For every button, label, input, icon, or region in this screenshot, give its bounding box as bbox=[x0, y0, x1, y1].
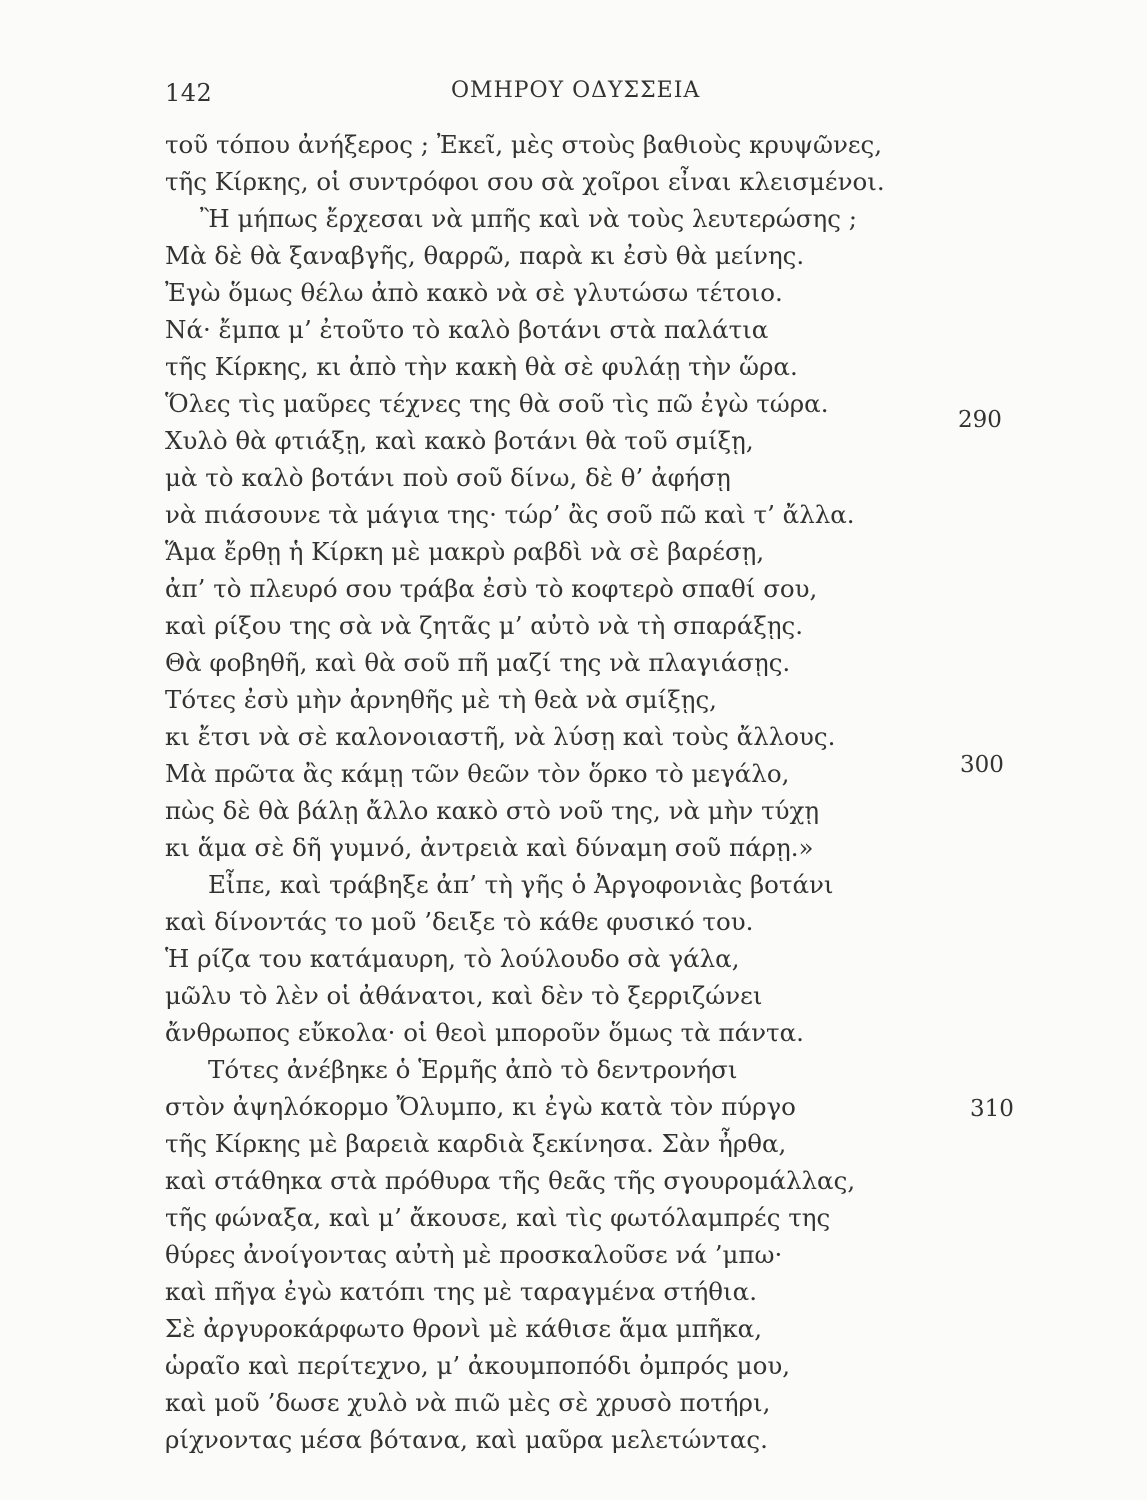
verse-line: μῶλυ τὸ λὲν οἱ ἀθάνατοι, καὶ δὲν τὸ ξερριζώνει bbox=[165, 981, 763, 1010]
verse-line: τοῦ τόπου ἀνήξερος ; Ἐκεῖ, μὲς στοὺς βαθιοὺς κρυψῶνες, bbox=[165, 130, 883, 159]
line-number: 290 bbox=[958, 407, 1002, 433]
verse-line: τῆς Κίρκης, κι ἀπὸ τὴν κακὴ θὰ σὲ φυλάῃ τὴν ὥρα. bbox=[165, 352, 798, 381]
line-number: 310 bbox=[970, 1096, 1014, 1122]
verse-line: θύρες ἀνοίγοντας αὐτὴ μὲ προσκαλοῦσε νά ’μπω· bbox=[165, 1240, 783, 1269]
line-number: 300 bbox=[960, 752, 1004, 778]
verse-line: Εἶπε, καὶ τράβηξε ἀπ’ τὴ γῆς ὁ Ἀργοφονιὰς βοτάνι bbox=[208, 870, 834, 899]
verse-line: καὶ ρίξου της σὰ νὰ ζητᾶς μ’ αὐτὸ νὰ τὴ σπαράξῃς. bbox=[165, 611, 804, 640]
verse-line: ρίχνοντας μέσα βότανα, καὶ μαῦρα μελετώντας. bbox=[165, 1425, 768, 1454]
verse-line: Θὰ φοβηθῆ, καὶ θὰ σοῦ πῆ μαζί της νὰ πλαγιάσῃς. bbox=[165, 648, 791, 677]
verse-line: κι ἔτσι νὰ σὲ καλονοιαστῆ, νὰ λύσῃ καὶ τοὺς ἄλλους. bbox=[165, 722, 836, 751]
verse-line: Ὅλες τὶς μαῦρες τέχνες της θὰ σοῦ τὶς πῶ ἐγὼ τώρα. bbox=[165, 389, 829, 418]
page-number: 142 bbox=[165, 79, 213, 107]
verse-line: Τότες ἀνέβηκε ὁ Ἑρμῆς ἀπὸ τὸ δεντρονήσι bbox=[208, 1055, 738, 1084]
verse-line: ἀπ’ τὸ πλευρό σου τράβα ἐσὺ τὸ κοφτερὸ σπαθί σου, bbox=[165, 574, 818, 603]
verse-line: στὸν ἀψηλόκορμο Ὄλυμπο, κι ἐγὼ κατὰ τὸν πύργο bbox=[165, 1092, 796, 1121]
verse-line: τῆς φώναξα, καὶ μ’ ἄκουσε, καὶ τὶς φωτόλαμπρές της bbox=[165, 1203, 831, 1232]
verse-line: Μὰ πρῶτα ἂς κάμῃ τῶν θεῶν τὸν ὅρκο τὸ μεγάλο, bbox=[165, 759, 790, 788]
verse-line: Μὰ δὲ θὰ ξαναβγῆς, θαρρῶ, παρὰ κι ἐσὺ θὰ μείνης. bbox=[165, 241, 805, 270]
verse-line: καὶ στάθηκα στὰ πρόθυρα τῆς θεᾶς τῆς σγουρομάλλας, bbox=[165, 1166, 856, 1195]
verse-line: Νά· ἔμπα μ’ ἐτοῦτο τὸ καλὸ βοτάνι στὰ παλάτια bbox=[165, 315, 769, 344]
verse-line: Ἢ μήπως ἔρχεσαι νὰ μπῆς καὶ νὰ τοὺς λευτερώσης ; bbox=[200, 204, 857, 233]
verse-line: Τότες ἐσὺ μὴν ἀρνηθῆς μὲ τὴ θεὰ νὰ σμίξῃς, bbox=[165, 685, 717, 714]
verse-line: τῆς Κίρκης μὲ βαρειὰ καρδιὰ ξεκίνησα. Σὰν ἦρθα, bbox=[165, 1129, 787, 1158]
verse-line: Ἡ ρίζα του κατάμαυρη, τὸ λούλουδο σὰ γάλα, bbox=[165, 944, 740, 973]
running-title: ΟΜΗΡΟΥ ΟΔΥΣΣΕΙΑ bbox=[451, 78, 701, 103]
verse-line: Ἅμα ἔρθῃ ἡ Κίρκη μὲ μακρὺ ραβδὶ νὰ σὲ βαρέσῃ, bbox=[165, 537, 765, 566]
verse-line: μὰ τὸ καλὸ βοτάνι ποὺ σοῦ δίνω, δὲ θ’ ἀφήσῃ bbox=[165, 463, 731, 492]
verse-line: Χυλὸ θὰ φτιάξῃ, καὶ κακὸ βοτάνι θὰ τοῦ σμίξῃ, bbox=[165, 426, 754, 455]
verse-line: ὡραῖο καὶ περίτεχνο, μ’ ἀκουμποπόδι ὀμπρός μου, bbox=[165, 1351, 791, 1380]
verse-line: νὰ πιάσουνε τὰ μάγια της· τώρ’ ἂς σοῦ πῶ καὶ τ’ ἄλλα. bbox=[165, 500, 855, 529]
verse-line: πὼς δὲ θὰ βάλῃ ἄλλο κακὸ στὸ νοῦ της, νὰ μὴν τύχῃ bbox=[165, 796, 820, 825]
verse-line: κι ἅμα σὲ δῆ γυμνό, ἀντρειὰ καὶ δύναμη σοῦ πάρῃ.» bbox=[165, 833, 814, 862]
verse-line: Ἐγὼ ὅμως θέλω ἀπὸ κακὸ νὰ σὲ γλυτώσω τέτοιο. bbox=[165, 278, 783, 307]
verse-line: καὶ δίνοντάς το μοῦ ’δειξε τὸ κάθε φυσικό του. bbox=[165, 907, 754, 936]
verse-line: ἄνθρωπος εὔκολα· οἱ θεοὶ μποροῦν ὅμως τὰ πάντα. bbox=[165, 1018, 804, 1047]
verse-line: καὶ μοῦ ’δωσε χυλὸ νὰ πιῶ μὲς σὲ χρυσὸ ποτήρι, bbox=[165, 1388, 771, 1417]
verse-line: καὶ πῆγα ἐγὼ κατόπι της μὲ ταραγμένα στήθια. bbox=[165, 1277, 757, 1306]
verse-line: Σὲ ἀργυροκάρφωτο θρονὶ μὲ κάθισε ἅμα μπῆκα, bbox=[165, 1314, 762, 1343]
verse-line: τῆς Κίρκης, οἱ συντρόφοι σου σὰ χοῖροι εἶναι κλεισμένοι. bbox=[165, 167, 885, 196]
